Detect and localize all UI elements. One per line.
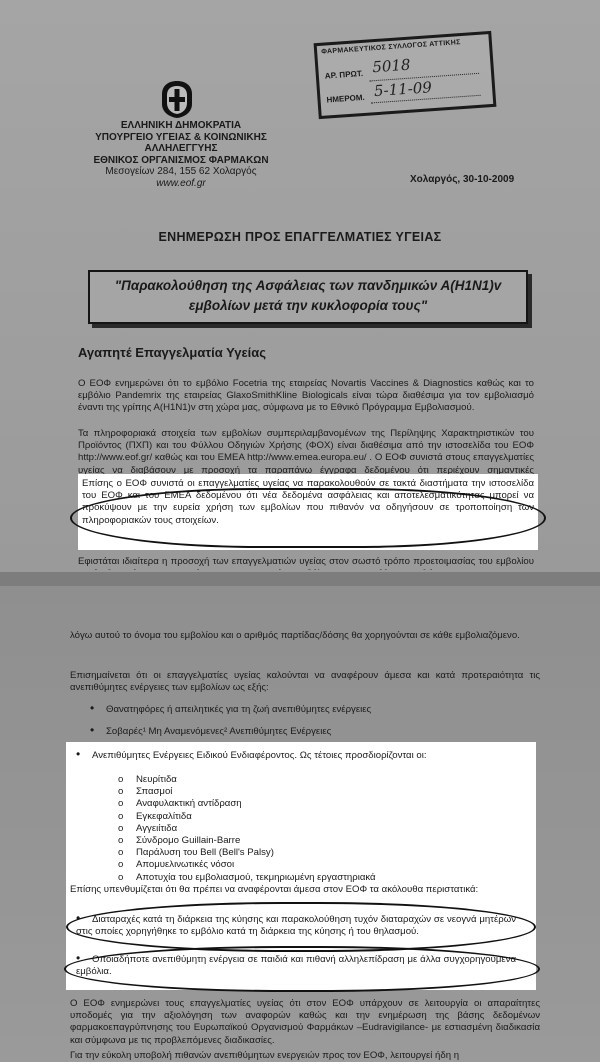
- received-stamp: [314, 31, 497, 119]
- highlighted-area-bottom: [66, 742, 536, 990]
- subject-box: [88, 270, 528, 324]
- bullet-3: • Ανεπιθύμητες Ενέργειες Ειδικού Ενδιαφέροντος. Ως τέτοιες προσδιορίζονται οι:: [76, 747, 427, 761]
- letterhead-address: Μεσογείων 284, 155 62 Χολαργός: [105, 166, 257, 177]
- list-item: o Σπασμοί: [118, 786, 173, 798]
- letterhead-ministry-cont: ΑΛΛΗΛΕΓΓΥΗΣ: [144, 143, 218, 154]
- special-interest-list: [118, 774, 376, 884]
- salutation: Αγαπητέ Επαγγελματία Υγείας: [78, 345, 267, 360]
- stamp-protocol-label: ΑΡ. ΠΡΩΤ.: [324, 68, 364, 81]
- letterhead-website: www.eof.gr: [156, 177, 206, 189]
- paragraph-1: Ο ΕΟΦ ενημερώνει ότι το εμβόλιο Focetria της εταιρείας Novartis Vaccines & Diagnostics καθώς και το εμβόλιο Pandemrix της εταιρείας GlaxoSmithKline Biologicals είναι τώρα διαθέσιμα για τον εμβολιασμό έναντι της γρίπης Α(Η1Ν1)v στη χώρα μας, σύμφωνα με το Εθνικό Πρόγραμμα Εμβολιασμού.: [78, 378, 534, 414]
- greek-coat-of-arms-icon: [158, 78, 196, 120]
- list-item: o Εγκεφαλίτιδα: [118, 810, 192, 822]
- stamp-date-label: ΗΜΕΡΟΜ.: [326, 92, 366, 105]
- bullet-2: • Σοβαρές¹ Μη Αναμενόμενες² Ανεπιθύμητες Ενέργειες: [90, 723, 332, 737]
- stamp-title: ΦΑΡΜΑΚΕΥΤΙΚΟΣ ΣΥΛΛΟΓΟΣ ΑΤΤΙΚΗΣ: [320, 39, 461, 56]
- letterhead-agency: ΕΘΝΙΚΟΣ ΟΡΓΑΝΙΣΜΟΣ ΦΑΡΜΑΚΩΝ: [93, 154, 269, 166]
- letterhead-ministry: ΥΠΟΥΡΓΕΙΟ ΥΓΕΙΑΣ & ΚΟΙΝΩΝΙΚΗΣ: [95, 131, 267, 143]
- subject-line-2: εμβολίων μετά την κυκλοφορία τους": [188, 298, 428, 313]
- bullet-4: • Διαταραχές κατά τη διάρκεια της κύησης και παρακολούθηση τυχόν διαταραχών σε νεογνά μητέρων στις οποίες χορηγήθηκε το εμβόλιο κατά τη διάρκεια της κύησης ή του θηλασμού.: [76, 911, 516, 938]
- paragraph-7-start: Για την εύκολη υποβολή πιθανών ανεπιθύμητων ενεργειών προς τον ΕΟΦ, λειτουργεί ήδη η: [70, 1050, 460, 1061]
- list-item: o Παράλυση του Bell (Bell's Palsy): [118, 847, 274, 859]
- list-item: o Σύνδρομο Guillain-Barre: [118, 835, 241, 847]
- list-item: o Νευρίτιδα: [118, 774, 177, 785]
- list-item: o Απομυελινωτικές νόσοι: [118, 859, 235, 871]
- bullet-1: • Θανατηφόρες ή απειλητικές για τη ζωή ανεπιθύμητες ενέργειες: [90, 701, 372, 715]
- page-gap: [0, 572, 600, 586]
- paragraph-5: Επίσης υπενθυμίζεται ότι θα πρέπει να αναφέρονται άμεσα στον ΕΟΦ τα ακόλουθα περιστατικά:: [70, 884, 479, 895]
- letterhead: [86, 120, 276, 189]
- list-item: o Αποτυχία του εμβολιασμού, τεκμηριωμένη εργαστηριακά: [118, 871, 376, 883]
- stamp-protocol-value: 5018: [371, 55, 412, 77]
- list-item: o Αναφυλακτική αντίδραση: [118, 798, 242, 810]
- stamp-date-value: 5-11-09: [373, 78, 433, 101]
- paragraph-6: Ο ΕΟΦ ενημερώνει τους επαγγελματίες υγείας ότι στον ΕΟΦ υπάρχουν σε λειτουργία οι απαραίτητες υποδομές για την αξιολόγηση των αναφορών καθώς και την ενημέρωση της βάσης δεδομένων φαρμακοεπαγρύπνησης του Ευρωπαϊκού Οργανισμού Φαρμάκων –Eudravigilance- με εστιασμένη διαδικασία και σύμφωνα με τις προβλεπόμενες διαδικασίες.: [70, 998, 540, 1046]
- subject-line-1: "Παρακολούθηση της Ασφάλειας των πανδημικών Α(Η1Ν1)v: [114, 278, 502, 293]
- paragraph-2: Τα πληροφοριακά στοιχεία των εμβολίων συμπεριλαμβανομένων της Περίληψης Χαρακτηριστικών του Προϊόντος (ΠΧΠ) και του Φύλλου Οδηγιών Χρήσης (ΦΟΧ) είναι διαθέσιμα από την ιστοσελίδα του ΕΟΦ http://www.eof.gr/ καθώς και του ΕΜΕΑ http://www.emea.europa.eu/ . Ο ΕΟΦ συνιστά στους επαγγελματίες υγείας να διαβάσουν με προσοχή τα παραπάνω έγγραφα δεδομένου ότι περιέχουν σημαντικές: [78, 428, 534, 474]
- letter-heading: ΕΝΗΜΕΡΩΣΗ ΠΡΟΣ ΕΠΑΓΓΕΛΜΑΤΙΕΣ ΥΓΕΙΑΣ: [158, 230, 442, 244]
- letterhead-country: ΕΛΛΗΝΙΚΗ ΔΗΜΟΚΡΑΤΙΑ: [120, 120, 242, 131]
- paragraph-4: Επισημαίνεται ότι οι επαγγελματίες υγείας καλούνται να αναφέρουν άμεσα και κατά προτεραιότητα τις ανεπιθύμητες ενέργειες των εμβολίων ως εξής:: [70, 670, 540, 694]
- paragraph-3-start: Εφιστάται ιδιαίτερα η προσοχή των επαγγελματιών υγείας στον σωστό τρόπο προετοιμασίας του εμβολίου: [78, 556, 534, 567]
- highlighted-area-top: [78, 474, 538, 550]
- letter-date: Χολαργός, 30-10-2009: [410, 174, 515, 185]
- bullet-5: • Οποιαδήποτε ανεπιθύμητη ενέργεια σε παιδιά και πιθανή αλληλεπίδραση με άλλα συγχορηγούμενα εμβόλια.: [76, 951, 516, 978]
- list-item: o Αγγειίτιδα: [118, 822, 178, 834]
- paragraph-3-continued: λόγω αυτού το όνομα του εμβολίου και ο αριθμός παρτίδας/δόσης θα χορηγούνται σε κάθε εμβολιαζόμενο.: [70, 630, 520, 641]
- paragraph-2-highlighted: Επίσης ο ΕΟΦ συνιστά οι επαγγελματίες υγείας να παρακολουθούν σε τακτά διαστήματα την ιστοσελίδα του ΕΟΦ και του ΕΜΕΑ δεδομένου ότι νέα δεδομένα ασφάλειας και αποτελεσματικότητας μπορεί να προκύψουν με την ευρεία χρήση των εμβολίων που πιθανόν να οδηγήσουν σε τροποποίηση των πληροφοριακών τους στοιχείων.: [82, 478, 534, 526]
